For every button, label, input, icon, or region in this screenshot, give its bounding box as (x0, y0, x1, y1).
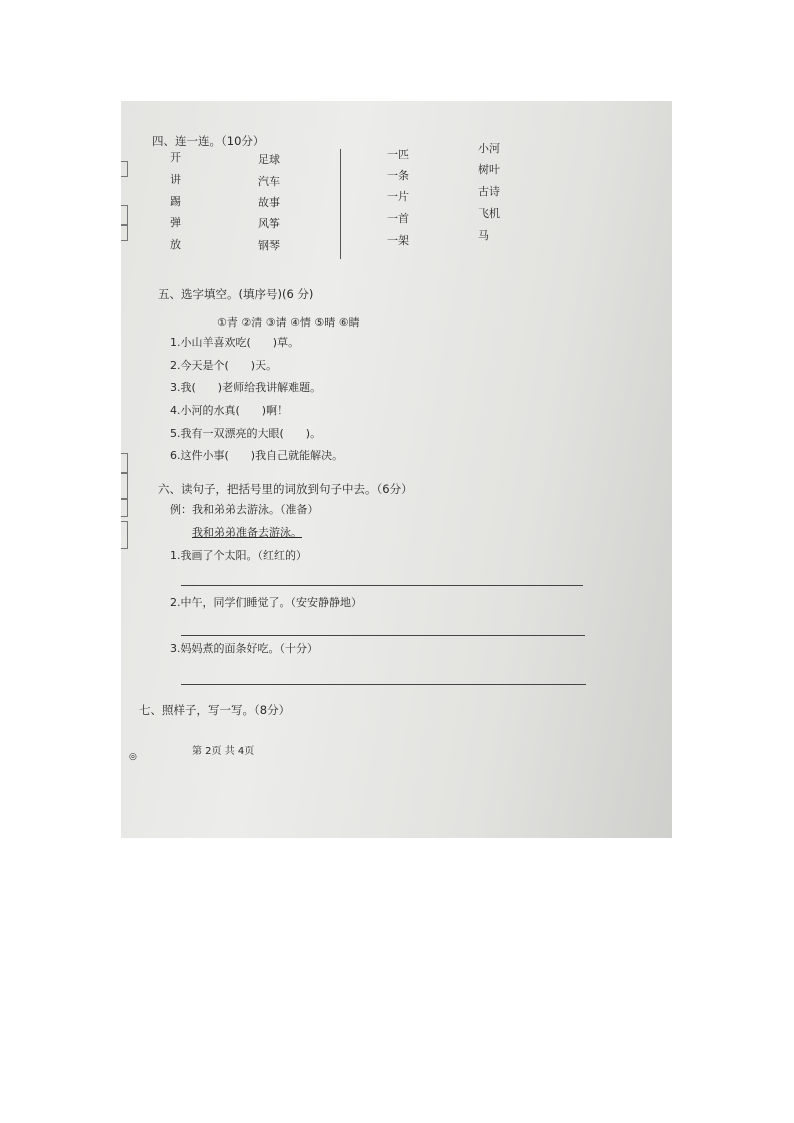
left-edge-box (121, 161, 128, 177)
noun-item: 钢琴 (258, 239, 280, 252)
left-edge-box (121, 205, 128, 225)
left-edge-box (121, 499, 128, 517)
section6-example-answer: 我和弟弟准备去游泳。 (192, 526, 302, 539)
corner-mark: ◎ (129, 752, 137, 762)
sentence-item: 1.我画了个太阳。（红红的） (170, 549, 307, 562)
section6-title: 六、读句子，把括号里的词放到句子中去。（6分） (158, 482, 413, 496)
noun-item: 小河 (478, 142, 500, 155)
fill-item: 4.小河的水真( )啊！ (170, 404, 289, 417)
answer-line (181, 585, 583, 586)
section7-title: 七、照样子，写一写。（8分） (139, 703, 291, 717)
answer-line (181, 684, 586, 685)
quantifier-item: 一匹 (387, 148, 409, 161)
quantifier-item: 一片 (387, 190, 409, 203)
divider-line (340, 149, 341, 259)
left-edge-box (121, 453, 128, 473)
noun-item: 马 (478, 229, 489, 242)
fill-item: 5.我有一双漂亮的大眼( )。 (170, 427, 322, 440)
sentence-item: 2.中午，同学们睡觉了。（安安静静地） (170, 596, 362, 609)
page-number: 第 2页 共 4页 (192, 746, 255, 757)
fill-item: 3.我( )老师给我讲解难题。 (170, 381, 322, 394)
noun-item: 树叶 (478, 163, 500, 176)
quantifier-item: 一首 (387, 212, 409, 225)
verb-item: 讲 (170, 173, 181, 186)
noun-item: 古诗 (478, 185, 500, 198)
section4-title: 四、连一连。（10分） (152, 134, 265, 148)
noun-item: 足球 (258, 153, 280, 166)
fill-item: 2.今天是个( )天。 (170, 359, 278, 372)
left-edge-box (121, 521, 128, 549)
verb-item: 踢 (170, 195, 181, 208)
section5-title: 五、选字填空。(填序号)(6 分) (158, 287, 314, 301)
fill-item: 1.小山羊喜欢吃( )草。 (170, 336, 300, 349)
left-edge-box (121, 225, 128, 241)
exam-page-photo (121, 101, 672, 838)
answer-line (181, 635, 585, 636)
quantifier-item: 一架 (387, 234, 409, 247)
sentence-item: 3.妈妈煮的面条好吃。（十分） (170, 642, 318, 655)
verb-item: 放 (170, 238, 181, 251)
noun-item: 故事 (258, 196, 280, 209)
quantifier-item: 一条 (387, 169, 409, 182)
section6-example: 例：我和弟弟去游泳。（准备） (170, 503, 319, 516)
left-edge-box (121, 473, 128, 499)
noun-item: 飞机 (478, 207, 500, 220)
section5-options: ①青 ②清 ③请 ④情 ⑤晴 ⑥睛 (217, 316, 360, 329)
verb-item: 开 (170, 151, 181, 164)
noun-item: 风筝 (258, 217, 280, 230)
noun-item: 汽车 (258, 175, 280, 188)
fill-item: 6.这件小事( )我自己就能解决。 (170, 449, 344, 462)
verb-item: 弹 (170, 216, 181, 229)
